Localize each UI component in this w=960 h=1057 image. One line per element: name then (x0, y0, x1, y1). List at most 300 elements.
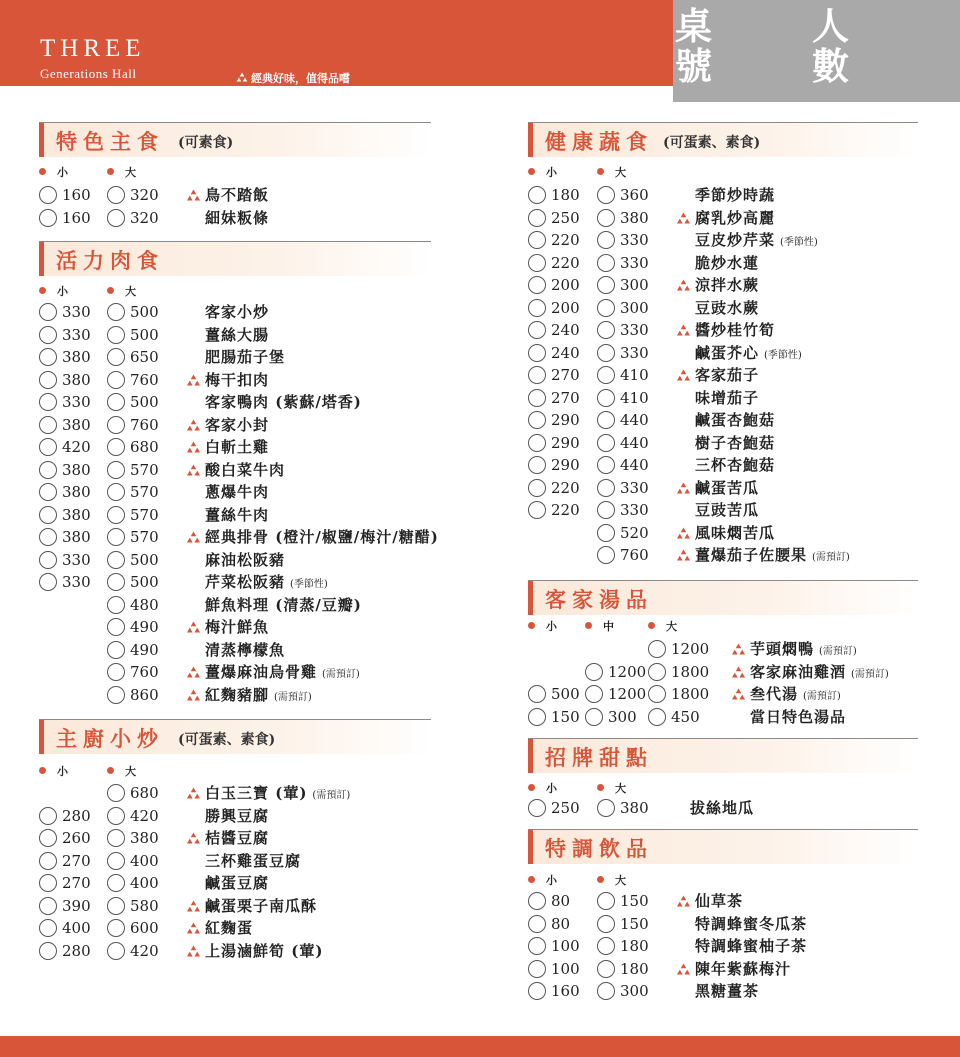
dish-name-text: 梅汁鮮魚 (205, 618, 270, 636)
dish-name-text: 薑絲大腸 (205, 326, 270, 344)
size-radio[interactable] (528, 456, 546, 474)
dish-name-text: 紅麴豬腳 (205, 686, 270, 704)
dish-name (695, 319, 775, 341)
dish-name (695, 958, 791, 980)
size-radio[interactable] (528, 479, 546, 497)
dish-name-text: 味增茄子 (695, 389, 760, 407)
section-accent-bar (528, 830, 533, 864)
price-option[interactable] (528, 229, 580, 251)
size-radio[interactable] (597, 209, 615, 227)
dish-name-text: 麻油松阪豬 (205, 551, 286, 569)
dish-name-text: 三杯雞蛋豆腐 (205, 852, 302, 870)
price-value: 380 (62, 416, 91, 434)
price-option[interactable] (597, 409, 649, 431)
dish-name-text: 白玉三寶 (葷) (205, 784, 308, 802)
size-radio[interactable] (39, 573, 57, 591)
dish-name (695, 522, 775, 544)
size-radio[interactable] (528, 231, 546, 249)
price-value: 1800 (671, 663, 710, 681)
recommend-icon (676, 212, 691, 225)
price-option[interactable] (597, 387, 649, 409)
menu-item-row (0, 207, 960, 229)
dish-name-text: 梅干扣肉 (205, 371, 270, 389)
size-radio[interactable] (597, 456, 615, 474)
price-value: 680 (130, 784, 159, 802)
size-radio[interactable] (597, 321, 615, 339)
size-radio[interactable] (528, 411, 546, 429)
brand-subtitle: Generations Hall (40, 66, 137, 81)
dish-name-text: 勝興豆腐 (205, 807, 270, 825)
price-value: 330 (62, 303, 91, 321)
dish-name (690, 797, 754, 819)
menu-item-row (0, 454, 960, 476)
price-option[interactable] (597, 890, 649, 912)
dish-remark: (需預訂) (312, 790, 351, 801)
price-value: 1800 (671, 685, 710, 703)
size-radio[interactable] (597, 299, 615, 317)
size-radio[interactable] (107, 829, 125, 847)
size-label: 大 (107, 164, 136, 180)
menu-item-row (0, 661, 960, 683)
dish-remark: (季節性) (290, 579, 328, 590)
dish-name (695, 544, 850, 569)
section-title: 客家湯品 (545, 587, 653, 612)
menu-item-row (0, 797, 960, 819)
menu-item-row (0, 890, 960, 912)
size-radio[interactable] (648, 663, 666, 681)
price-value: 410 (620, 366, 649, 384)
size-radio[interactable] (528, 685, 546, 703)
price-value: 270 (551, 389, 580, 407)
price-value: 760 (130, 416, 159, 434)
brand-logo (40, 36, 146, 82)
dish-name (205, 571, 328, 596)
price-option[interactable] (107, 827, 159, 849)
dish-remark: (需預訂) (803, 691, 841, 702)
price-option[interactable] (597, 454, 649, 476)
price-value: 330 (62, 326, 91, 344)
price-value: 440 (620, 456, 649, 474)
size-radio[interactable] (528, 937, 546, 955)
price-value: 420 (62, 438, 91, 456)
price-value: 100 (551, 937, 580, 955)
size-radio[interactable] (597, 799, 615, 817)
size-radio[interactable] (597, 546, 615, 564)
dish-name-text: 特調蜂蜜柚子茶 (695, 937, 808, 955)
menu-item-row (0, 184, 960, 206)
menu-item-row (0, 522, 960, 544)
dish-name-text: 客家小炒 (205, 303, 270, 321)
dish-name-text: 鹹蛋豆腐 (205, 874, 270, 892)
size-radio[interactable] (528, 799, 546, 817)
menu-item-row (0, 252, 960, 274)
price-option[interactable] (648, 706, 700, 728)
section-header-s7 (528, 829, 918, 864)
price-value: 380 (62, 506, 91, 524)
size-radio[interactable] (39, 852, 57, 870)
size-radio[interactable] (39, 829, 57, 847)
price-option[interactable] (528, 387, 580, 409)
dish-name-text: 薑爆麻油烏骨雞 (205, 663, 318, 681)
section-title: 主廚小炒 (56, 726, 164, 751)
size-label: 大 (107, 763, 136, 779)
dish-name-text: 涼拌水蕨 (695, 276, 760, 294)
price-option[interactable] (597, 432, 649, 454)
size-radio[interactable] (528, 982, 546, 1000)
size-radio[interactable] (528, 186, 546, 204)
table-people-box (673, 0, 960, 102)
size-radio[interactable] (648, 708, 666, 726)
price-option[interactable] (585, 683, 646, 705)
price-value: 490 (130, 641, 159, 659)
dish-name-text: 細妹粄條 (205, 209, 270, 227)
price-option[interactable] (107, 594, 159, 616)
recommend-icon (731, 666, 746, 679)
price-value: 400 (130, 874, 159, 892)
price-option[interactable] (597, 229, 649, 251)
section-note: (可蛋素、素食) (178, 732, 276, 748)
price-value: 270 (62, 874, 91, 892)
price-value: 760 (130, 663, 159, 681)
dish-remark: (季節性) (764, 350, 802, 361)
tagline (236, 70, 350, 86)
size-legend (0, 164, 960, 178)
price-option[interactable] (528, 252, 580, 274)
size-radio[interactable] (528, 321, 546, 339)
price-option[interactable] (528, 477, 580, 499)
price-value: 500 (130, 326, 159, 344)
section-title: 活力肉食 (56, 248, 164, 273)
price-option[interactable] (528, 499, 580, 521)
size-radio[interactable] (528, 366, 546, 384)
section-accent-bar (528, 739, 533, 773)
price-option[interactable] (39, 571, 91, 593)
size-radio[interactable] (528, 276, 546, 294)
price-value: 860 (130, 686, 159, 704)
dish-name-text: 蔥爆牛肉 (205, 483, 270, 501)
size-radio[interactable] (597, 501, 615, 519)
price-option[interactable] (528, 706, 580, 728)
dish-name-text: 樹子杏鮑菇 (695, 434, 776, 452)
section-title: 特色主食 (56, 129, 164, 154)
price-option[interactable] (648, 661, 709, 683)
price-option[interactable] (107, 571, 159, 593)
size-radio[interactable] (528, 708, 546, 726)
size-radio[interactable] (597, 344, 615, 362)
price-option[interactable] (107, 850, 159, 872)
section-accent-bar (528, 581, 533, 615)
price-value: 1200 (608, 685, 647, 703)
dish-name-text: 桔醬豆腐 (205, 829, 270, 847)
price-option[interactable] (528, 207, 580, 229)
size-radio[interactable] (597, 937, 615, 955)
menu-item-row (0, 364, 960, 386)
price-option[interactable] (597, 207, 649, 229)
size-radio[interactable] (528, 915, 546, 933)
price-option[interactable] (597, 544, 649, 566)
section-accent-bar (528, 123, 533, 157)
dish-remark: (需預訂) (274, 692, 312, 703)
price-option[interactable] (39, 827, 91, 849)
price-option[interactable] (528, 432, 580, 454)
price-value: 240 (551, 344, 580, 362)
dish-name (695, 935, 807, 957)
size-radio[interactable] (528, 892, 546, 910)
price-value: 380 (62, 483, 91, 501)
price-option[interactable] (597, 319, 649, 341)
price-option[interactable] (648, 683, 709, 705)
size-radio[interactable] (597, 524, 615, 542)
price-option[interactable] (528, 364, 580, 386)
size-radio[interactable] (597, 915, 615, 933)
price-option[interactable] (648, 638, 709, 660)
price-value: 450 (671, 708, 700, 726)
size-radio[interactable] (528, 389, 546, 407)
size-radio[interactable] (597, 186, 615, 204)
size-label: 小 (528, 164, 557, 180)
size-radio[interactable] (597, 254, 615, 272)
price-value: 250 (551, 799, 580, 817)
menu-item-row (0, 683, 960, 705)
price-option[interactable] (528, 797, 580, 819)
price-option[interactable] (597, 958, 649, 980)
section-header-s4 (528, 122, 918, 157)
price-value: 270 (62, 852, 91, 870)
dish-name-text: 鹹蛋杏鮑菇 (695, 411, 776, 429)
dish-name-text: 客家茄子 (695, 366, 760, 384)
price-value: 200 (551, 299, 580, 317)
price-value: 410 (620, 389, 649, 407)
size-radio[interactable] (597, 960, 615, 978)
price-value: 300 (620, 982, 649, 1000)
size-label: 大 (107, 283, 136, 299)
size-radio[interactable] (648, 640, 666, 658)
price-value: 160 (62, 186, 91, 204)
price-option[interactable] (597, 297, 649, 319)
size-radio[interactable] (648, 685, 666, 703)
size-radio[interactable] (597, 982, 615, 1000)
price-option[interactable] (528, 297, 580, 319)
size-radio[interactable] (528, 434, 546, 452)
menu-item-row (0, 935, 960, 957)
price-value: 380 (620, 209, 649, 227)
price-value: 300 (620, 299, 649, 317)
section-header-s1 (39, 122, 431, 157)
price-option[interactable] (528, 319, 580, 341)
size-legend (0, 872, 960, 886)
size-label: 小 (39, 164, 68, 180)
price-value: 300 (620, 276, 649, 294)
recommend-icon (676, 895, 691, 908)
dish-name (750, 638, 857, 663)
price-value: 330 (62, 573, 91, 591)
price-value: 420 (130, 942, 159, 960)
menu-item-row (0, 229, 960, 251)
size-radio[interactable] (597, 366, 615, 384)
price-option[interactable] (528, 683, 580, 705)
price-value: 320 (130, 209, 159, 227)
menu-item-row (0, 432, 960, 454)
price-value: 100 (551, 960, 580, 978)
recommend-icon (186, 832, 201, 845)
dish-name (750, 706, 846, 728)
price-option[interactable] (39, 850, 91, 872)
dish-name-text: 黑糖薑茶 (695, 982, 760, 1000)
price-value: 500 (130, 303, 159, 321)
price-value: 330 (620, 254, 649, 272)
dish-name (695, 454, 775, 476)
price-option[interactable] (528, 935, 580, 957)
size-radio[interactable] (597, 389, 615, 407)
price-option[interactable] (528, 454, 580, 476)
size-label: 中 (585, 618, 614, 634)
price-value: 380 (62, 461, 91, 479)
price-value: 80 (551, 915, 571, 933)
section-header-s6 (528, 738, 918, 773)
price-option[interactable] (597, 364, 649, 386)
menu-item-row (0, 544, 960, 566)
dish-name-text: 經典排骨 (橙汁/椒鹽/梅汁/糖醋) (205, 528, 439, 546)
size-radio[interactable] (528, 344, 546, 362)
size-radio[interactable] (597, 411, 615, 429)
size-radio[interactable] (585, 708, 603, 726)
dish-name-text: 紅麴蛋 (205, 919, 254, 937)
price-option[interactable] (597, 184, 649, 206)
tagline-text: 經典好味，值得品嚐 (251, 72, 350, 85)
size-label: 小 (528, 618, 557, 634)
price-value: 220 (551, 501, 580, 519)
menu-item-row (0, 319, 960, 341)
size-radio[interactable] (585, 663, 603, 681)
price-option[interactable] (528, 274, 580, 296)
price-value: 500 (130, 393, 159, 411)
price-option[interactable] (528, 890, 570, 912)
price-value: 160 (62, 209, 91, 227)
price-value: 400 (130, 852, 159, 870)
price-value: 570 (130, 528, 159, 546)
recommend-icon (731, 643, 746, 656)
dish-name-text: 季節炒時蔬 (695, 186, 776, 204)
price-option[interactable] (528, 184, 580, 206)
dish-name-text: 鹹蛋芥心 (695, 344, 760, 362)
price-value: 330 (620, 321, 649, 339)
price-option[interactable] (597, 252, 649, 274)
price-value: 380 (130, 829, 159, 847)
dish-remark: (季節性) (780, 237, 818, 248)
dish-name-text: 清蒸檸檬魚 (205, 641, 286, 659)
dish-name (695, 499, 759, 521)
dish-name (695, 364, 759, 386)
price-option[interactable] (597, 980, 649, 1002)
dish-name-text: 芋頭燜鴨 (750, 640, 815, 658)
price-value: 380 (620, 799, 649, 817)
price-value: 290 (551, 434, 580, 452)
dish-name (695, 980, 759, 1002)
price-option[interactable] (528, 342, 580, 364)
price-value: 360 (620, 186, 649, 204)
recommend-icon (676, 527, 691, 540)
recommend-icon (676, 549, 691, 562)
dish-name-text: 豆豉水蕨 (695, 299, 760, 317)
price-value: 500 (130, 551, 159, 569)
price-value: 1200 (608, 663, 647, 681)
price-value: 760 (620, 546, 649, 564)
price-option[interactable] (597, 913, 649, 935)
price-value: 580 (130, 897, 159, 915)
dish-name-text: 鮮魚料理 (清蒸/豆瓣) (205, 596, 362, 614)
price-value: 500 (130, 573, 159, 591)
price-option[interactable] (597, 477, 649, 499)
menu-item-row (0, 297, 960, 319)
size-label: 小 (528, 780, 557, 796)
price-option[interactable] (528, 980, 580, 1002)
menu-item-row (0, 342, 960, 364)
menu-item-row (0, 980, 960, 1002)
size-radio[interactable] (107, 596, 125, 614)
price-value: 400 (62, 919, 91, 937)
dish-name (695, 184, 775, 206)
dish-name-text: 特調蜂蜜冬瓜茶 (695, 915, 808, 933)
size-radio[interactable] (528, 501, 546, 519)
dish-name (695, 913, 807, 935)
price-value: 280 (62, 807, 91, 825)
dish-name-text: 薑絲牛肉 (205, 506, 270, 524)
menu-item-row (0, 958, 960, 980)
size-label: 小 (528, 872, 557, 888)
dish-name (695, 229, 818, 254)
size-radio[interactable] (528, 254, 546, 272)
price-option[interactable] (597, 274, 649, 296)
price-option[interactable] (597, 499, 649, 521)
price-option[interactable] (585, 706, 637, 728)
size-radio[interactable] (528, 299, 546, 317)
size-radio[interactable] (597, 479, 615, 497)
dish-name-text: 風味燜苦瓜 (695, 524, 776, 542)
section-header-s5 (528, 580, 918, 615)
size-radio[interactable] (528, 209, 546, 227)
size-radio[interactable] (597, 892, 615, 910)
dish-remark: (需預訂) (812, 552, 850, 563)
price-value: 160 (551, 982, 580, 1000)
price-value: 280 (62, 942, 91, 960)
dish-name-text: 叁代湯 (750, 685, 799, 703)
price-option[interactable] (585, 661, 646, 683)
dish-name (695, 274, 759, 296)
price-option[interactable] (597, 522, 649, 544)
price-option[interactable] (597, 342, 649, 364)
dish-name-text: 腐乳炒高麗 (695, 209, 776, 227)
size-label: 大 (597, 164, 626, 180)
size-radio[interactable] (107, 852, 125, 870)
size-radio[interactable] (597, 276, 615, 294)
size-radio[interactable] (597, 231, 615, 249)
price-value: 330 (62, 551, 91, 569)
price-option[interactable] (597, 935, 649, 957)
size-radio[interactable] (585, 685, 603, 703)
price-option[interactable] (597, 797, 649, 819)
size-radio[interactable] (597, 434, 615, 452)
size-radio[interactable] (107, 573, 125, 591)
size-radio[interactable] (528, 960, 546, 978)
price-option[interactable] (528, 409, 580, 431)
dish-name-text: 鳥不踏飯 (205, 186, 270, 204)
price-option[interactable] (528, 913, 570, 935)
recommend-icon (676, 324, 691, 337)
dish-name (695, 477, 759, 499)
price-option[interactable] (528, 958, 580, 980)
dish-name-text: 鹹蛋苦瓜 (695, 479, 760, 497)
price-value: 290 (551, 456, 580, 474)
